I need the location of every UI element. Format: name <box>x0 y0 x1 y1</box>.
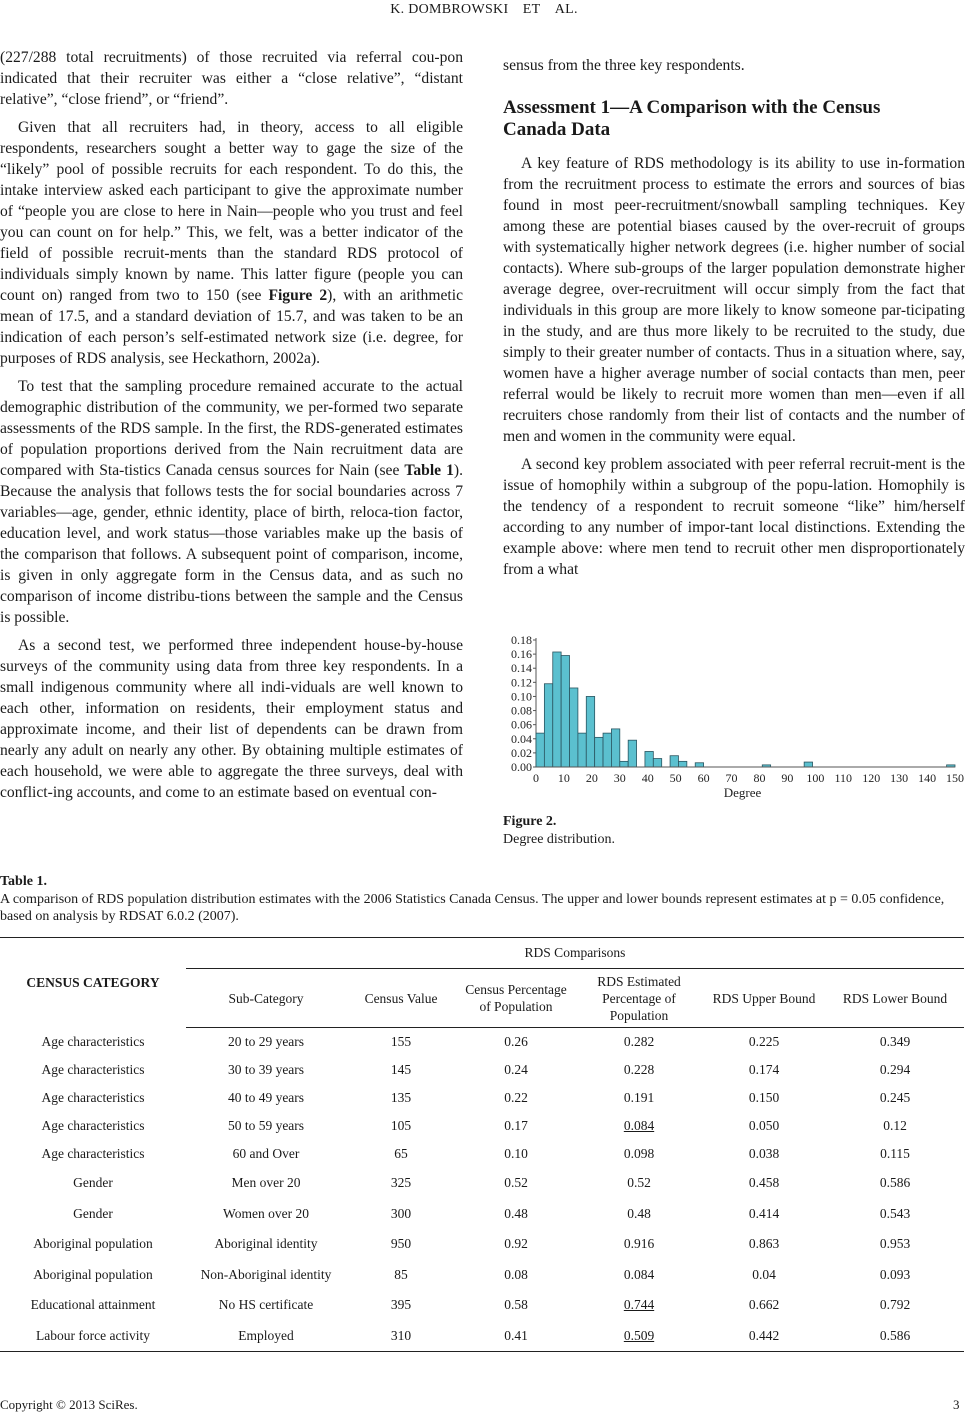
cell-sub: 60 and Over <box>232 1146 300 1161</box>
cell-sub: Aboriginal identity <box>214 1236 318 1252</box>
y-tick-label: 0.04 <box>511 731 532 746</box>
histogram-bar <box>695 763 703 767</box>
x-tick-label: 90 <box>781 771 794 785</box>
cell-census-pct: 0.92 <box>504 1236 528 1252</box>
column-header: RDS Lower Bound <box>826 969 964 1028</box>
table-row <box>0 1028 964 1057</box>
cell-lower: 0.12 <box>883 1118 907 1133</box>
histogram-bar <box>804 762 812 767</box>
cell-census-pct: 0.10 <box>504 1146 528 1161</box>
cell-upper: 0.038 <box>748 1146 780 1161</box>
histogram-bar <box>620 761 628 767</box>
highlighted-value: 0.509 <box>623 1327 655 1343</box>
cell-census-pct: 0.26 <box>504 1034 528 1049</box>
copyright: Copyright © 2013 SciRes. <box>0 1397 138 1412</box>
histogram-bar <box>586 696 594 767</box>
histogram-bar <box>645 751 653 767</box>
group-header: RDS Comparisons <box>186 938 964 969</box>
paragraph: To test that the sampling procedure remained accurate to the actual demographic distribution of the community, we per-formed two separate assessments of the RDS sample. In the first, the RDS-generated estimates of population proportions derived from the Nain recruitment data are compared with Sta-tistics Canada census sources for Nain (see Table 1). Because the analysis that follows tests the for social boundaries across 7 variables—age, gender, ethnic identity, place of birth, reloca-tion factor, education level, and work status—those variables make up the basis of the comparison that follows. A subsequent point of comparison, income, is given in only aggregate form in the Census data, and as such no comparison of income distribu-tions between the sample and the Census is possible. <box>0 378 463 626</box>
figure-reference: Figure 2 <box>268 287 328 304</box>
cell-census-pct: 0.24 <box>504 1062 528 1077</box>
cell-lower: 0.792 <box>879 1297 911 1313</box>
table-row <box>0 1140 964 1168</box>
paragraph: Given that all recruiters had, in theory, access to all eligible respondents, researchers sought a better way to gage the size of the “likely” pool of possible recruits for each respondent. To do this, the intake interview asked each participant to give the approximate number of “people you are close to here in Nain—people who you trust and feel you can count on for help.” This, we felt, was a better indicator of the field of possible recruit-ments than the standard RDS protocol of individuals simply known by name. This latter figure (people you can count on) ranged from two to 150 (see Figure 2), with an arithmetic mean of 17.5, and a standard deviation of 15.7, and was taken to be an indication of each person’s self-estimated network size (i.e. degree, for purposes of RDS analysis, see Heckathorn, 2002a). <box>0 119 463 367</box>
cell-category: Aboriginal population <box>33 1266 153 1282</box>
x-tick-label: 60 <box>697 771 710 785</box>
cell-lower: 0.294 <box>879 1062 911 1077</box>
cell-category: Educational attainment <box>30 1297 156 1313</box>
table-body <box>0 1028 964 1352</box>
cell-lower: 0.115 <box>880 1146 910 1161</box>
table-reference: Table 1 <box>404 462 454 479</box>
paragraph: A key feature of RDS methodology is its ability to use in-formation from the recruitment process to estimate the errors and sources of bias found in most peer-recruitment/snowball sampling techniques. Key among these are potential biases caused by the over-recruit of groups with systematically higher network degrees (i.e. higher number of social contacts). Where sub-groups of the larger population demonstrate higher average degree, over-recruitment will occur simply from the fact that individuals in this group are more likely to know someone par-ticipating in the study, and are thus more likely to be recruited to the study, due simply to their greater number of contacts. Thus in a situation where, say, women have a higher average number of social contacts than men, peer referral would be likely to recruit more women than men—even if all recruiters chose randomly from their list of contacts and the number of men and women in the community were equal. <box>503 155 965 445</box>
x-tick-label: 30 <box>613 771 626 785</box>
x-tick-label: 40 <box>641 771 654 785</box>
left-column <box>0 47 463 810</box>
table-row <box>0 1084 964 1112</box>
histogram-bar <box>603 733 611 767</box>
column-header: Census Value <box>346 969 456 1028</box>
comparison-table <box>0 937 964 1352</box>
x-tick-label: 150 <box>946 771 964 785</box>
x-tick-label: 100 <box>806 771 825 785</box>
cell-rds-est: 0.228 <box>623 1062 655 1077</box>
histogram-bar <box>544 684 552 767</box>
table-row <box>0 1260 964 1291</box>
cell-census: 145 <box>390 1062 412 1077</box>
highlighted-value: 0.084 <box>623 1118 655 1133</box>
histogram-bar <box>553 652 561 767</box>
x-tick-label: 130 <box>890 771 909 785</box>
degree-distribution-chart <box>503 628 968 808</box>
cell-census: 65 <box>394 1146 408 1161</box>
x-tick-label: 20 <box>585 771 598 785</box>
cell-rds-est: 0.916 <box>623 1236 655 1252</box>
table-caption: A comparison of RDS population distribution estimates with the 2006 Statistics Canada Census. The upper and lower bounds represent estimates at p = 0.05 confidence, based on analysis by RDSAT 6.0.2 (2007). <box>0 892 945 924</box>
cell-category: Labour force activity <box>0 1321 186 1352</box>
cell-category: Age characteristics <box>41 1090 145 1105</box>
figure-caption: Degree distribution. <box>503 832 615 847</box>
histogram-bar <box>561 656 569 767</box>
column-header: RDS Upper Bound <box>702 969 826 1028</box>
paragraph: sensus from the three key respondents. <box>503 57 745 74</box>
highlighted-value: 0.744 <box>623 1297 655 1313</box>
x-tick-label: 70 <box>725 771 738 785</box>
y-tick-label: 0.00 <box>511 760 532 774</box>
section-heading: Assessment 1—A Comparison with the Census Canada Data <box>503 97 881 140</box>
table-row <box>0 1056 964 1084</box>
right-column-continuation <box>503 55 965 83</box>
cell-category: Aboriginal population <box>33 1236 153 1252</box>
x-tick-label: 50 <box>669 771 682 785</box>
cell-category: Age characteristics <box>41 1146 145 1161</box>
table-row <box>0 1290 964 1321</box>
y-tick-label: 0.02 <box>511 745 532 760</box>
cell-upper: 0.174 <box>748 1062 780 1077</box>
category-header: CENSUS CATEGORY <box>0 938 186 1028</box>
cell-census: 85 <box>394 1266 408 1282</box>
table-row <box>0 1229 964 1260</box>
cell-category: Age characteristics <box>41 1118 145 1133</box>
cell-upper: 0.662 <box>748 1297 780 1313</box>
histogram-bar <box>570 688 578 767</box>
column-header: Sub-Category <box>186 969 346 1028</box>
cell-lower: 0.093 <box>879 1266 911 1282</box>
x-tick-label: 0 <box>533 771 539 785</box>
y-tick-label: 0.12 <box>511 675 532 690</box>
cell-rds-est: 0.191 <box>623 1090 655 1105</box>
right-column <box>503 153 965 587</box>
table-row <box>0 1168 964 1199</box>
histogram-svg <box>503 628 968 808</box>
x-tick-label: 140 <box>918 771 937 785</box>
y-tick-label: 0.18 <box>511 633 532 647</box>
figure-label: Figure 2. <box>503 814 557 829</box>
cell-rds-est: 0.098 <box>623 1146 655 1161</box>
histogram-bar <box>678 761 686 767</box>
cell-census: 325 <box>390 1175 412 1191</box>
histogram-bar <box>536 733 544 767</box>
histogram-bar <box>595 737 603 767</box>
y-tick-label: 0.16 <box>511 647 532 662</box>
cell-census-pct: 0.22 <box>504 1090 528 1105</box>
cell-census: 135 <box>390 1090 412 1105</box>
cell-census-pct: 0.41 <box>456 1321 576 1352</box>
x-tick-label: 120 <box>862 771 881 785</box>
y-tick-label: 0.06 <box>511 717 532 732</box>
cell-census: 105 <box>390 1118 412 1133</box>
running-head: K. DOMBROWSKI ET AL. <box>390 2 578 17</box>
cell-lower: 0.586 <box>879 1175 911 1191</box>
cell-census: 300 <box>390 1205 412 1221</box>
cell-census: 395 <box>390 1297 412 1313</box>
cell-upper: 0.863 <box>748 1236 780 1252</box>
cell-sub: No HS certificate <box>218 1297 314 1313</box>
cell-category: Gender <box>73 1205 113 1221</box>
cell-rds-est: 0.282 <box>623 1034 655 1049</box>
cell-upper: 0.414 <box>748 1205 780 1221</box>
cell-category: Age characteristics <box>41 1033 145 1049</box>
cell-rds-est <box>576 1321 702 1352</box>
histogram-bar <box>611 729 619 767</box>
cell-rds-est: 0.52 <box>627 1175 651 1191</box>
cell-upper: 0.04 <box>752 1266 776 1282</box>
cell-census-pct: 0.58 <box>504 1297 528 1313</box>
cell-category: Age characteristics <box>41 1062 145 1077</box>
cell-sub: Employed <box>186 1321 346 1352</box>
cell-sub: Women over 20 <box>223 1205 309 1221</box>
page-number: 3 <box>953 1397 960 1412</box>
x-axis-label: Degree <box>723 785 762 800</box>
histogram-bar <box>670 756 678 767</box>
cell-sub: 50 to 59 years <box>227 1118 305 1133</box>
cell-upper: 0.458 <box>748 1175 780 1191</box>
cell-census: 155 <box>390 1034 412 1049</box>
cell-sub: Non-Aboriginal identity <box>200 1266 332 1282</box>
cell-lower: 0.349 <box>879 1034 911 1049</box>
cell-lower: 0.245 <box>879 1090 911 1105</box>
y-tick-label: 0.10 <box>511 689 532 704</box>
histogram-bar <box>653 759 661 767</box>
histogram-bar <box>628 740 636 767</box>
cell-lower: 0.586 <box>826 1321 964 1352</box>
histogram-bar <box>578 733 586 767</box>
cell-upper: 0.150 <box>748 1090 780 1105</box>
y-tick-label: 0.08 <box>511 703 532 718</box>
paragraph: As a second test, we performed three independent house-by-house surveys of the community using data from three key respondents. In a small indigenous community where all indi-viduals are well known to each other, information on residents, their employment status and approximate income, and their list of dependents can be drawn from nearly any adult on nearly any other. By obtaining multiple estimates of each household, we were able to aggregate the three surveys, deal with conflict-ing accounts, and come to an estimate based on eventual con- <box>0 637 463 801</box>
column-header: Census Percentage of Population <box>456 969 576 1028</box>
paragraph: (227/288 total recruitments) of those recruited via referral cou-pon indicated that their recruiter was either a “close relative”, “distant relative”, “close friend”, or “friend”. <box>0 49 463 108</box>
cell-rds-est: 0.48 <box>627 1205 651 1221</box>
table-row <box>0 1321 964 1352</box>
table-row <box>0 1112 964 1140</box>
cell-census-pct: 0.17 <box>504 1118 528 1133</box>
column-header: RDS Estimated Percentage of Population <box>576 969 702 1028</box>
cell-rds-est: 0.084 <box>623 1266 655 1282</box>
cell-upper: 0.050 <box>748 1118 780 1133</box>
cell-upper: 0.225 <box>748 1034 780 1049</box>
cell-rds-est <box>576 1112 702 1140</box>
cell-census-pct: 0.48 <box>504 1205 528 1221</box>
table-row <box>0 1199 964 1230</box>
x-tick-label: 80 <box>753 771 766 785</box>
cell-sub: Men over 20 <box>231 1175 301 1191</box>
table-label: Table 1. <box>0 874 47 889</box>
x-tick-label: 110 <box>834 771 853 785</box>
cell-census: 950 <box>390 1236 412 1252</box>
cell-census-pct: 0.08 <box>504 1266 528 1282</box>
cell-upper: 0.442 <box>702 1321 826 1352</box>
cell-census-pct: 0.52 <box>504 1175 528 1191</box>
cell-lower: 0.953 <box>879 1236 911 1252</box>
cell-category: Gender <box>73 1175 113 1191</box>
cell-sub: 20 to 29 years <box>227 1034 305 1049</box>
cell-sub: 40 to 49 years <box>227 1090 305 1105</box>
cell-lower: 0.543 <box>879 1205 911 1221</box>
cell-census: 310 <box>346 1321 456 1352</box>
paragraph: A second key problem associated with peer referral recruit-ment is the issue of homophily within a subgroup of the popu-lation. Homophily is the tendency of a respondent to recruit someone “like” him/herself according to any number of impor-tant local distinctions. Extending the example above: where men tend to recruit other men disproportionately from a what <box>503 456 965 578</box>
cell-rds-est <box>576 1290 702 1321</box>
cell-sub: 30 to 39 years <box>227 1062 305 1077</box>
x-tick-label: 10 <box>557 771 570 785</box>
y-tick-label: 0.14 <box>511 661 532 676</box>
